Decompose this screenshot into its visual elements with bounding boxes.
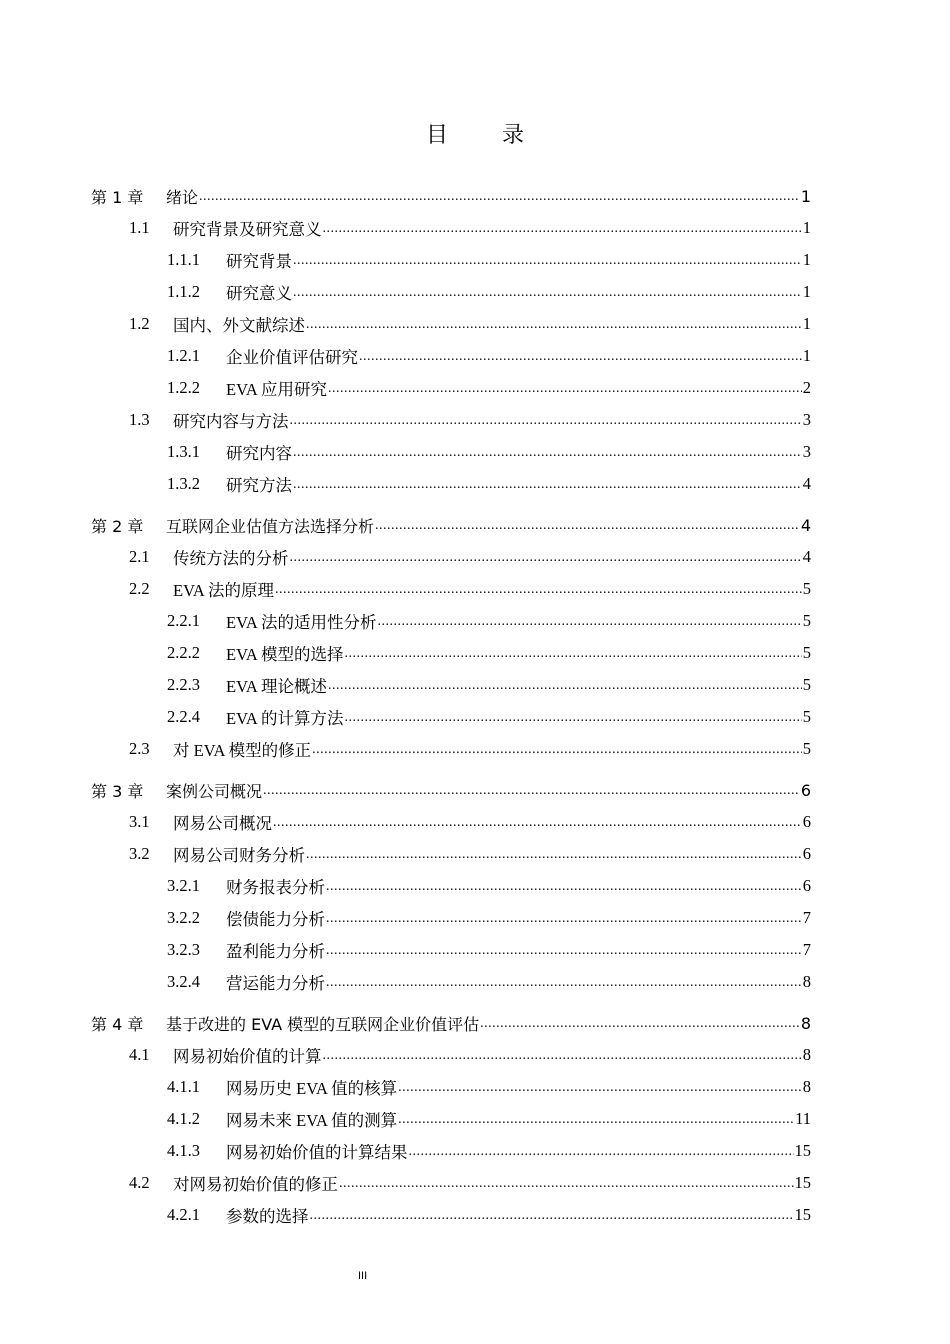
toc-entry-title: 网易未来 EVA 值的测算	[226, 1111, 398, 1130]
dot-leader	[345, 644, 802, 662]
dot-leader	[263, 781, 800, 799]
toc-entry-number: 4.2	[129, 1173, 150, 1192]
toc-chapter-entry[interactable]	[91, 1007, 811, 1039]
toc-entry-number: 2.2.3	[167, 675, 200, 694]
toc-entry-page: 1	[802, 218, 811, 237]
dot-leader	[306, 845, 802, 863]
dot-leader	[293, 443, 802, 461]
dot-leader	[339, 1174, 794, 1192]
toc-entry-number: 4.1	[129, 1045, 150, 1064]
toc-entry-page: 15	[794, 1141, 811, 1160]
toc-entry-page: 5	[802, 707, 811, 726]
dot-leader	[359, 347, 802, 365]
dot-leader	[290, 548, 802, 566]
toc-entry-number: 3.1	[129, 812, 150, 831]
toc-entry-number: 3.2	[129, 844, 150, 863]
toc-entry-number: 1.1.1	[167, 250, 200, 269]
dot-leader	[345, 708, 802, 726]
dot-leader	[409, 1142, 794, 1160]
toc-entry-number: 第 4 章	[91, 1014, 144, 1034]
toc-entry-page: 1	[802, 346, 811, 365]
toc-entry-number: 第 3 章	[91, 781, 144, 801]
toc-entry-page: 4	[802, 474, 811, 493]
toc-entry-number: 2.1	[129, 547, 150, 566]
toc-entry-title: 基于改进的 EVA 模型的互联网企业价值评估	[166, 1014, 480, 1034]
toc-entry[interactable]	[91, 902, 811, 934]
toc-entry[interactable]	[91, 1071, 811, 1103]
toc-entry[interactable]	[91, 308, 811, 340]
toc-entry-title: 传统方法的分析	[173, 549, 289, 568]
toc-entry[interactable]	[91, 966, 811, 998]
toc-entry-title: EVA 应用研究	[226, 380, 327, 399]
toc-entry-title: 对 EVA 模型的修正	[173, 741, 312, 760]
toc-entry-page: 5	[802, 643, 811, 662]
toc-entry-page: 8	[802, 1045, 811, 1064]
toc-entry-number: 3.2.4	[167, 972, 200, 991]
toc-entry[interactable]	[91, 605, 811, 637]
toc-entry[interactable]	[91, 244, 811, 276]
toc-entry-page: 3	[802, 410, 811, 429]
dot-leader	[199, 187, 800, 205]
toc-entry-title: 对网易初始价值的修正	[173, 1175, 338, 1194]
toc-entry-title: 网易初始价值的计算	[173, 1047, 322, 1066]
toc-entry-number: 3.2.3	[167, 940, 200, 959]
toc-entry-title: 偿债能力分析	[226, 910, 325, 929]
toc-entry-page: 6	[802, 844, 811, 863]
toc-entry[interactable]	[91, 733, 811, 765]
toc-entry-page: 6	[800, 780, 811, 800]
toc-entry-title: 研究内容与方法	[173, 412, 289, 431]
toc-entry-title: EVA 的计算方法	[226, 709, 344, 728]
dot-leader	[323, 219, 802, 237]
toc-entry-page: 8	[800, 1013, 811, 1033]
dot-leader	[375, 516, 800, 534]
toc-entry[interactable]	[91, 870, 811, 902]
toc-entry-title: 国内、外文献综述	[173, 316, 305, 335]
toc-entry-page: 2	[802, 378, 811, 397]
toc-entry-number: 4.1.2	[167, 1109, 200, 1128]
toc-entry[interactable]	[91, 468, 811, 500]
toc-entry-number: 4.2.1	[167, 1205, 200, 1224]
toc-entry[interactable]	[91, 212, 811, 244]
toc-entry-title: 企业价值评估研究	[226, 348, 358, 367]
toc-entry-page: 7	[802, 908, 811, 927]
dot-leader	[398, 1110, 794, 1128]
toc-entry-title: 网易公司财务分析	[173, 846, 305, 865]
toc-entry-page: 3	[802, 442, 811, 461]
toc-chapter-entry[interactable]	[91, 509, 811, 541]
dot-leader	[398, 1078, 802, 1096]
toc-entry-title: 互联网企业估值方法选择分析	[166, 516, 375, 536]
dot-leader	[323, 1046, 802, 1064]
dot-leader	[293, 251, 802, 269]
toc-entry-page: 15	[794, 1173, 811, 1192]
toc-entry-title: 研究方法	[226, 476, 292, 495]
toc-entry-number: 1.3.1	[167, 442, 200, 461]
toc-entry-title: 研究背景及研究意义	[173, 220, 322, 239]
toc-entry-number: 3.2.1	[167, 876, 200, 895]
toc-entry-number: 1.2.2	[167, 378, 200, 397]
toc-entry-page: 1	[802, 282, 811, 301]
toc-entry-page: 5	[802, 611, 811, 630]
toc-entry-title: 网易公司概况	[173, 814, 272, 833]
dot-leader	[275, 580, 802, 598]
dot-leader	[306, 315, 802, 333]
toc-entry-page: 1	[802, 314, 811, 333]
toc-entry-page: 7	[802, 940, 811, 959]
toc-entry-number: 4.1.1	[167, 1077, 200, 1096]
toc-entry-page: 4	[802, 547, 811, 566]
toc-entry-number: 1.2.1	[167, 346, 200, 365]
dot-leader	[480, 1014, 800, 1032]
toc-entry-page: 11	[795, 1109, 811, 1128]
toc-entry[interactable]	[91, 573, 811, 605]
toc-entry[interactable]	[91, 404, 811, 436]
toc-entry-title: EVA 法的原理	[173, 581, 274, 600]
toc-entry[interactable]	[91, 340, 811, 372]
toc-entry-title: EVA 模型的选择	[226, 645, 344, 664]
toc-entry-page: 5	[802, 739, 811, 758]
toc-entry-number: 2.2.1	[167, 611, 200, 630]
toc-entry-title: 盈利能力分析	[226, 942, 325, 961]
toc-entry-number: 1.2	[129, 314, 150, 333]
toc-entry-title: 研究意义	[226, 284, 292, 303]
dot-leader	[273, 813, 802, 831]
toc-entry[interactable]	[91, 372, 811, 404]
dot-leader	[326, 973, 802, 991]
toc-entry-page: 8	[802, 972, 811, 991]
toc-entry-page: 15	[794, 1205, 811, 1224]
toc-entry[interactable]	[91, 276, 811, 308]
toc-entry-number: 1.1.2	[167, 282, 200, 301]
dot-leader	[328, 676, 802, 694]
toc-entry-page: 4	[800, 515, 811, 535]
title-char-2: 录	[502, 123, 525, 148]
toc-entry[interactable]	[91, 541, 811, 573]
toc-entry-title: EVA 理论概述	[226, 677, 327, 696]
toc-entry[interactable]	[91, 637, 811, 669]
toc-entry-number: 1.3	[129, 410, 150, 429]
toc-entry-title: 网易初始价值的计算结果	[226, 1143, 408, 1162]
toc-entry-title: 网易历史 EVA 值的核算	[226, 1079, 398, 1098]
dot-leader	[378, 612, 802, 630]
toc-entry[interactable]	[91, 1039, 811, 1071]
toc-entry[interactable]	[91, 701, 811, 733]
toc-entry-title: 参数的选择	[226, 1207, 309, 1226]
toc-entry-page: 5	[802, 675, 811, 694]
toc-entry[interactable]	[91, 1135, 811, 1167]
toc-entry-number: 2.3	[129, 739, 150, 758]
toc-entry-page: 6	[802, 876, 811, 895]
toc-entry-number: 2.2.2	[167, 643, 200, 662]
toc-entry[interactable]	[91, 1103, 811, 1135]
toc-entry-title: 研究内容	[226, 444, 292, 463]
page-number: III	[358, 1270, 368, 1282]
toc-entry[interactable]	[91, 669, 811, 701]
toc-entry[interactable]	[91, 838, 811, 870]
dot-leader	[328, 379, 802, 397]
toc-entry-number: 3.2.2	[167, 908, 200, 927]
dot-leader	[290, 411, 802, 429]
dot-leader	[310, 1206, 794, 1224]
toc-entry[interactable]	[91, 806, 811, 838]
dot-leader	[326, 941, 802, 959]
toc-entry-number: 2.2.4	[167, 707, 200, 726]
toc-entry-number: 2.2	[129, 579, 150, 598]
toc-entry[interactable]	[91, 1199, 811, 1231]
dot-leader	[293, 475, 802, 493]
toc-entry-page: 5	[802, 579, 811, 598]
toc-entry-title: 研究背景	[226, 252, 292, 271]
toc-entry-title: EVA 法的适用性分析	[226, 613, 377, 632]
dot-leader	[312, 740, 802, 758]
dot-leader	[326, 877, 802, 895]
toc-chapter-entry[interactable]	[91, 180, 811, 212]
dot-leader	[326, 909, 802, 927]
toc-entry-number: 1.1	[129, 218, 150, 237]
toc-entry-number: 第 2 章	[91, 516, 144, 536]
toc-entry-title: 营运能力分析	[226, 974, 325, 993]
toc-entry-page: 1	[800, 186, 811, 206]
dot-leader	[293, 283, 802, 301]
toc-chapter-entry[interactable]	[91, 774, 811, 806]
toc-entry-number: 第 1 章	[91, 187, 144, 207]
toc-entry[interactable]	[91, 934, 811, 966]
toc-entry-title: 绪论	[166, 187, 199, 207]
toc-entry-title: 财务报表分析	[226, 878, 325, 897]
toc-entry-number: 4.1.3	[167, 1141, 200, 1160]
toc-entry-page: 1	[802, 250, 811, 269]
toc-entry-number: 1.3.2	[167, 474, 200, 493]
toc-entry-title: 案例公司概况	[166, 781, 263, 801]
toc-entry-page: 6	[802, 812, 811, 831]
toc-entry[interactable]	[91, 1167, 811, 1199]
toc-entry-page: 8	[802, 1077, 811, 1096]
title-char-1: 目	[425, 123, 448, 148]
page-title	[0, 118, 950, 149]
table-of-contents	[91, 180, 811, 1231]
toc-entry[interactable]	[91, 436, 811, 468]
